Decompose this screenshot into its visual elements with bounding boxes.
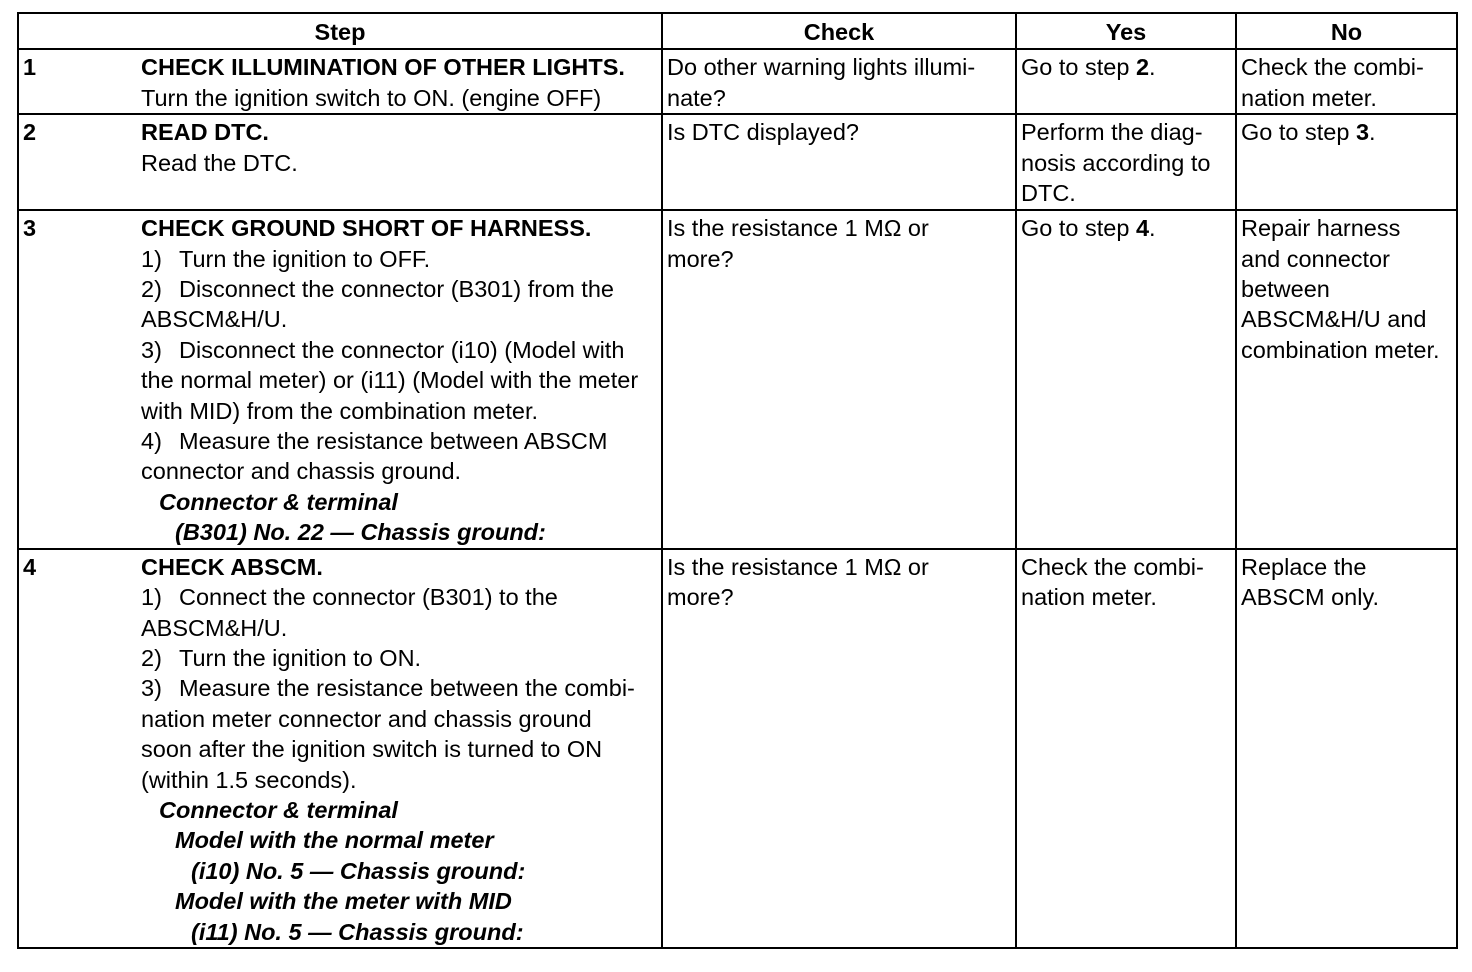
procedure-step-text: Connect the connector (B301) to the (179, 584, 558, 611)
connector-spec-value: (i11) No. 5 — Chassis ground: (191, 918, 524, 945)
procedure-step-continuation: ABSCM&H/U. (141, 614, 288, 641)
diagnostic-table (17, 12, 1458, 949)
procedure-step (141, 335, 657, 365)
check-cell (662, 114, 1016, 210)
yes-step-ref: 4 (1135, 215, 1150, 242)
connector-spec-heading: Connector & terminal (159, 488, 398, 515)
procedure-step (141, 426, 657, 456)
yes-text: Go to step (1021, 215, 1136, 242)
check-line: nate? (667, 84, 726, 111)
procedure-step-continuation: ABSCM&H/U. (141, 306, 288, 333)
yes-line: Perform the diag- (1021, 119, 1203, 146)
procedure-step-number: 1) (141, 245, 162, 272)
procedure-step-continuation: the normal meter) or (i11) (Model with the meter (141, 367, 639, 394)
no-line: nation meter. (1241, 84, 1377, 111)
step-line: Turn the ignition switch to ON. (engine OFF) (141, 84, 602, 111)
procedure-step (141, 582, 657, 612)
no-line: ABSCM only. (1241, 584, 1379, 611)
procedure-step (141, 673, 657, 703)
no-line: and connector (1241, 245, 1390, 272)
procedure-step-number: 2) (141, 644, 162, 671)
no-text: Go to step (1241, 119, 1356, 146)
connector-spec-value: (B301) No. 22 — Chassis ground: (175, 519, 546, 546)
no-end: . (1369, 119, 1376, 146)
check-line: more? (667, 584, 734, 611)
no-cell (1236, 549, 1457, 948)
connector-spec-value: (i10) No. 5 — Chassis ground: (191, 857, 526, 884)
step-title: CHECK ILLUMINATION OF OTHER LIGHTS. (141, 54, 625, 81)
yes-line: nation meter. (1021, 584, 1157, 611)
step-cell (18, 49, 662, 114)
step-title: CHECK ABSCM. (141, 553, 323, 580)
procedure-step-text: Disconnect the connector (B301) from the (179, 276, 614, 303)
no-line: Check the combi- (1241, 54, 1424, 81)
procedure-step-number: 3) (141, 336, 162, 363)
header-step: Step (18, 13, 662, 49)
no-line: Replace the (1241, 553, 1367, 580)
yes-end: . (1149, 54, 1156, 81)
connector-spec-heading: Connector & terminal (159, 796, 398, 823)
yes-cell (1016, 49, 1236, 114)
procedure-step-text: Turn the ignition to ON. (179, 644, 422, 671)
procedure-step-number: 4) (141, 428, 162, 455)
table-row (18, 210, 1457, 548)
yes-line: DTC. (1021, 180, 1076, 207)
connector-spec-model: Model with the normal meter (175, 827, 494, 854)
step-number: 2 (23, 119, 37, 146)
procedure-step-continuation: soon after the ignition switch is turned to ON (141, 736, 603, 763)
check-line: more? (667, 245, 734, 272)
procedure-step-number: 2) (141, 276, 162, 303)
header-check: Check (662, 13, 1016, 49)
check-line: Is the resistance 1 MΩ or (667, 553, 929, 580)
step-line: Read the DTC. (141, 149, 298, 176)
check-line: Is the resistance 1 MΩ or (667, 215, 929, 242)
step-title: CHECK GROUND SHORT OF HARNESS. (141, 215, 592, 242)
no-line: combination meter. (1241, 336, 1440, 363)
header-no: No (1236, 13, 1457, 49)
yes-line: nosis according to (1021, 149, 1211, 176)
procedure-step-number: 1) (141, 584, 162, 611)
yes-text: Go to step (1021, 54, 1136, 81)
yes-step-ref: 2 (1135, 54, 1150, 81)
no-cell (1236, 114, 1457, 210)
table-row (18, 49, 1457, 114)
no-line: ABSCM&H/U and (1241, 306, 1427, 333)
procedure-step-text: Measure the resistance between ABSCM (179, 428, 608, 455)
yes-line: Check the combi- (1021, 553, 1204, 580)
step-number: 3 (23, 215, 37, 242)
yes-cell (1016, 549, 1236, 948)
header-row (18, 13, 1457, 49)
step-cell (18, 114, 662, 210)
procedure-step (141, 274, 657, 304)
header-yes: Yes (1016, 13, 1236, 49)
procedure-step (141, 643, 657, 673)
no-line: between (1241, 276, 1330, 303)
yes-cell (1016, 210, 1236, 548)
no-cell (1236, 210, 1457, 548)
no-cell (1236, 49, 1457, 114)
procedure-step-text: Measure the resistance between the combi- (179, 675, 635, 702)
procedure-step (141, 244, 657, 274)
procedure-step-continuation: nation meter connector and chassis ground (141, 705, 592, 732)
no-step-ref: 3 (1355, 119, 1370, 146)
procedure-step-continuation: connector and chassis ground. (141, 458, 462, 485)
table-row (18, 549, 1457, 948)
check-cell (662, 210, 1016, 548)
step-cell (18, 549, 662, 948)
step-number: 1 (23, 54, 37, 81)
yes-cell (1016, 114, 1236, 210)
procedure-step-text: Disconnect the connector (i10) (Model with (179, 336, 625, 363)
check-line: Is DTC displayed? (667, 119, 859, 146)
connector-spec-model: Model with the meter with MID (175, 888, 512, 915)
step-number: 4 (23, 553, 37, 580)
check-cell (662, 549, 1016, 948)
no-line: Repair harness (1241, 215, 1401, 242)
procedure-step-continuation: (within 1.5 seconds). (141, 766, 357, 793)
check-line: Do other warning lights illumi- (667, 54, 976, 81)
yes-end: . (1149, 215, 1156, 242)
procedure-step-text: Turn the ignition to OFF. (179, 245, 431, 272)
table-row (18, 114, 1457, 210)
check-cell (662, 49, 1016, 114)
procedure-step-continuation: with MID) from the combination meter. (141, 397, 539, 424)
step-cell (18, 210, 662, 548)
step-title: READ DTC. (141, 119, 269, 146)
procedure-step-number: 3) (141, 675, 162, 702)
